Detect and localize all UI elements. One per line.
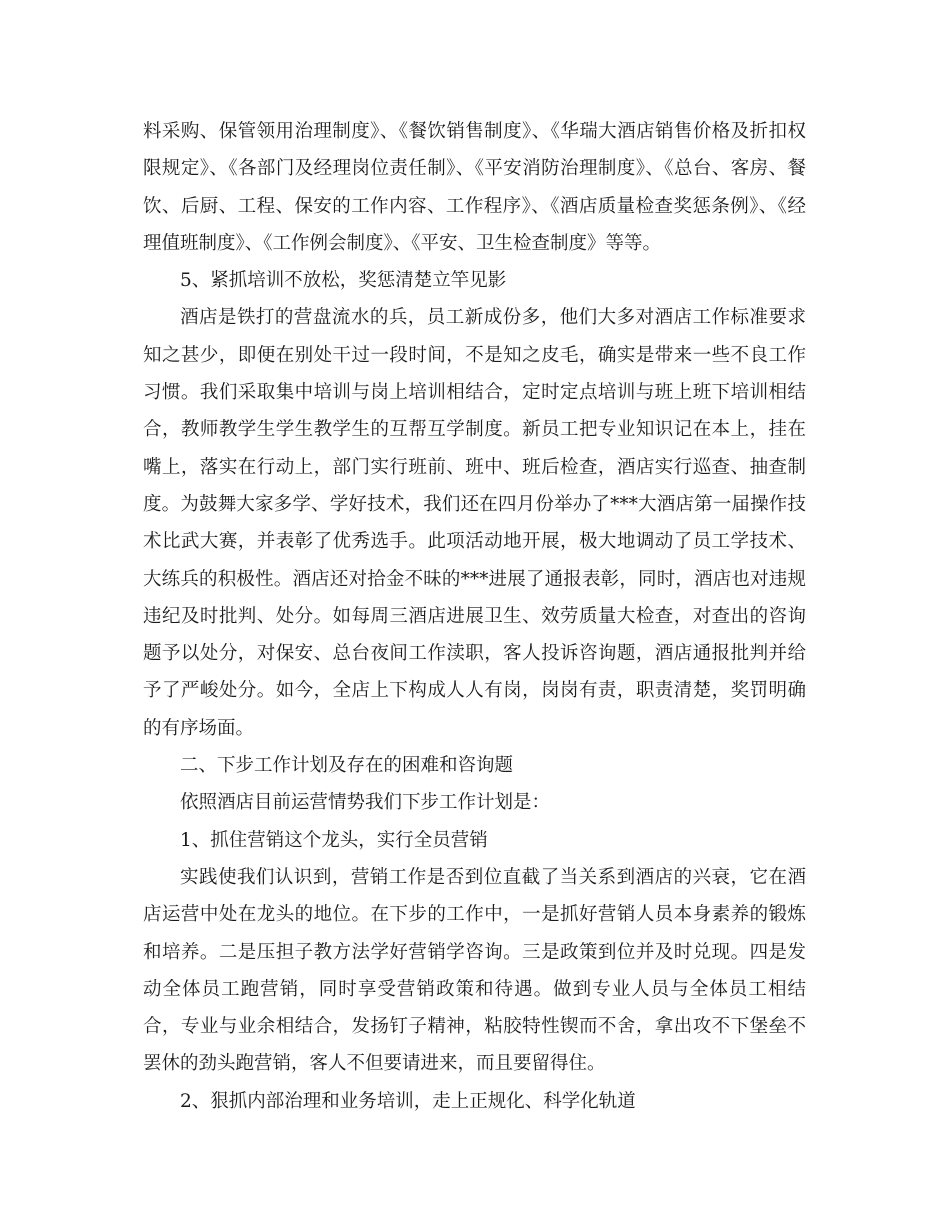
heading-marketing: 1、抓住营销这个龙头，实行全员营销: [180, 829, 488, 851]
paragraph-plan-intro: 依照酒店目前运营情势我们下步工作计划是：: [180, 792, 551, 814]
paragraph-marketing-details: 实践使我们认识到，营销工作是否到位直截了当关系到酒店的兴衰，它在酒店运营中处在龙头的地位。在下步的工作中，一是抓好营销人员本身素养的锻炼和培养。二是压担子教方法学好营销学咨询。三是政策到位并及时兑现。四是发动全体员工跑营销，同时享受营销政策和待遇。做到专业人员与全体员工相结合，专业与业余相结合，发扬钉子精神，粘胶特性锲而不舍，拿出攻不下堡垒不罢休的劲头跑营销，客人不但要请进来，而且要留得住。: [143, 866, 806, 1075]
paragraph-training-details: 酒店是铁打的营盘流水的兵，员工新成份多，他们大多对酒店工作标准要求知之甚少，即便在别处干过一段时间，不是知之皮毛，确实是带来一些不良工作习惯。我们采取集中培训与岗上培训相结合，定时定点培训与班上班下培训相结合，教师教学生学生教学生的互帮互学制度。新员工把专业知识记在本上，挂在嘴上，落实在行动上，部门实行班前、班中、班后检查，酒店实行巡查、抽查制度。为鼓舞大家多学、学好技术，我们还在四月份举办了***大酒店第一届操作技术比武大赛，并表彰了优秀选手。此项活动地开展，极大地调动了员工学技术、大练兵的积极性。酒店还对拾金不昧的***进展了通报表彰，同时，酒店也对违规违纪及时批判、处分。如每周三酒店进展卫生、效劳质量大检查，对查出的咨询题予以处分，对保安、总台夜间工作渎职，客人投诉咨询题，酒店通报批判并给予了严峻处分。如今，全店上下构成人人有岗，岗岗有责，职责清楚，奖罚明确的有序场面。: [143, 307, 806, 739]
heading-next-plan: 二、下步工作计划及存在的困难和咨询题: [180, 755, 514, 777]
heading-internal-management: 2、狠抓内部治理和业务培训，走上正规化、科学化轨道: [180, 1090, 636, 1112]
paragraph-regulations-list: 料采购、保管领用治理制度》、《餐饮销售制度》、《华瑞大酒店销售价格及折扣权限规定》、《各部门及经理岗位责任制》、《平安消防治理制度》、《总台、客房、餐饮、后厨、工程、保安的工作内容、工作程序》、《酒店质量检查奖惩条例》、《经理值班制度》、《工作例会制度》、《平安、卫生检查制度》等等。: [143, 121, 806, 254]
heading-training-rewards: 5、紧抓培训不放松，奖惩清楚立竿见影: [180, 270, 507, 292]
document-body: [143, 113, 806, 1120]
